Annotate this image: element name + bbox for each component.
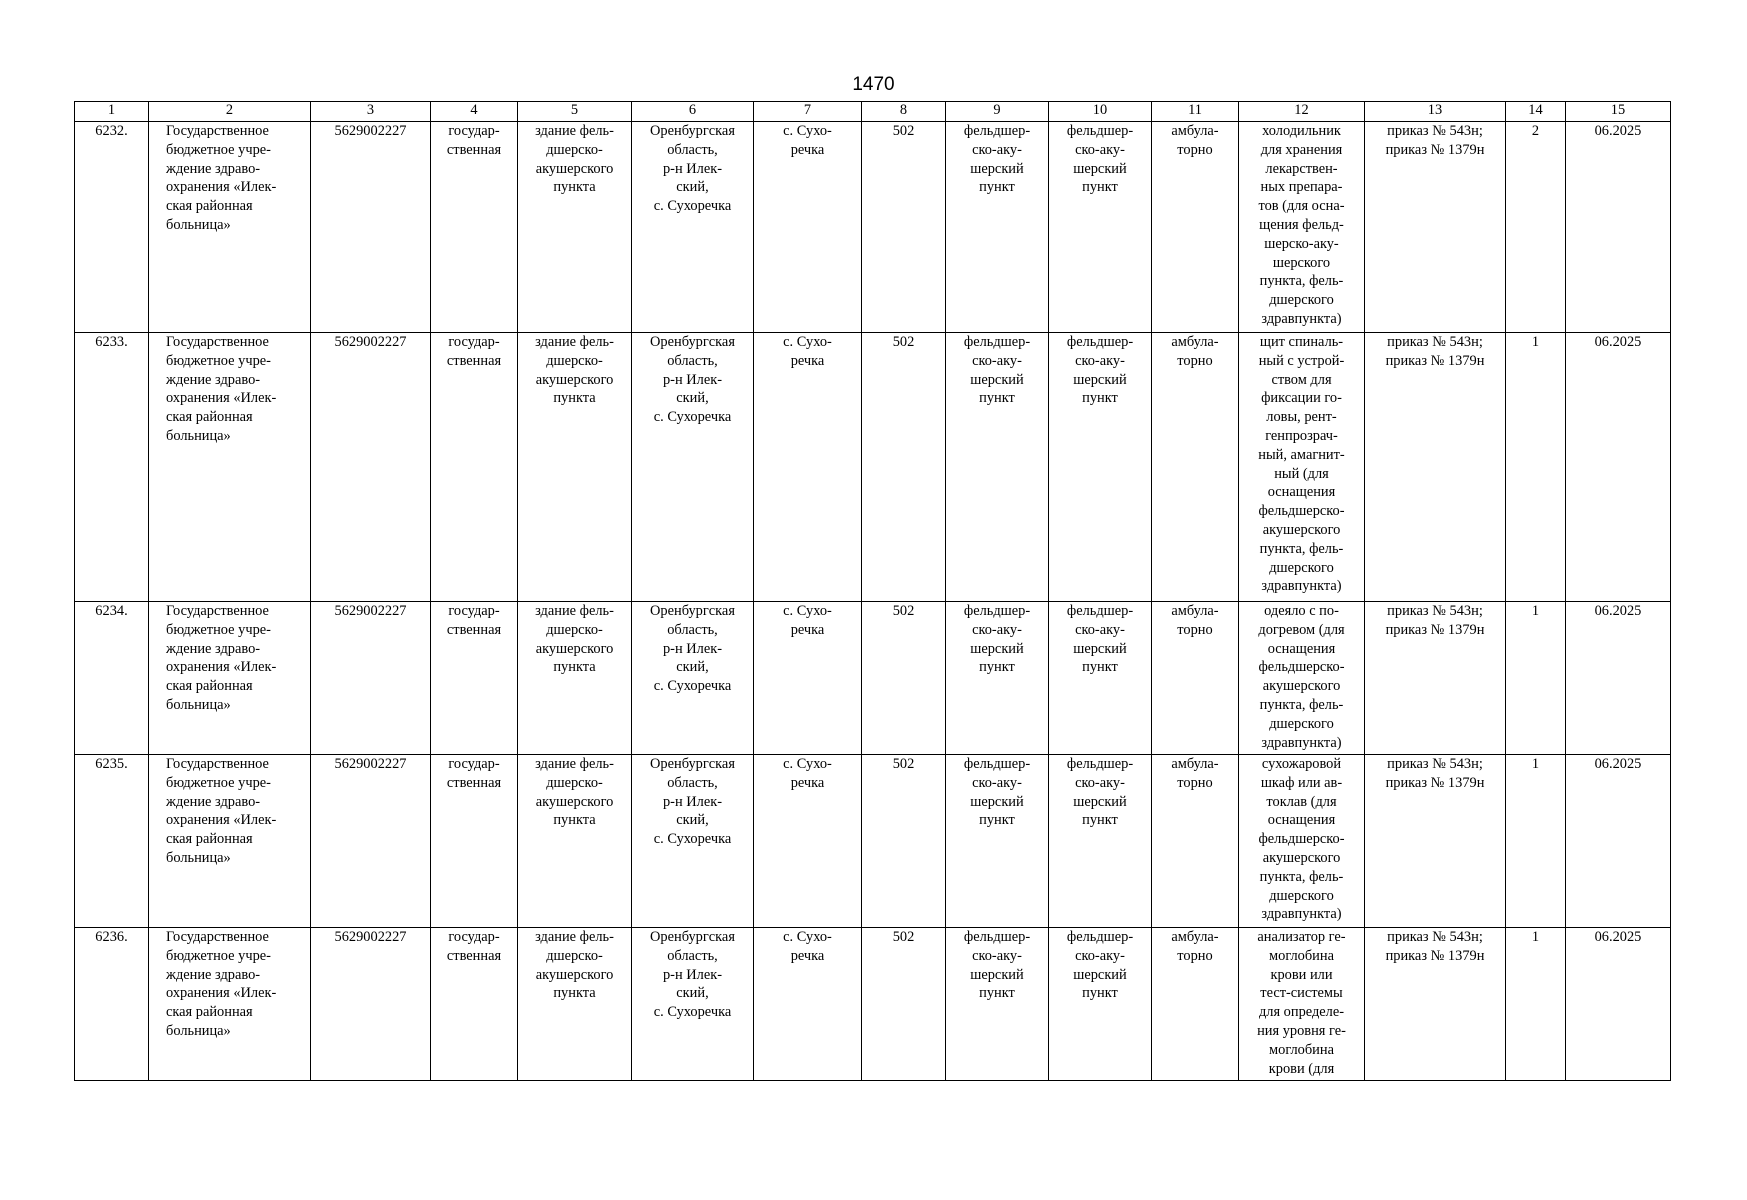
cell-unit-type (946, 333, 1049, 602)
cell-inn (311, 602, 431, 755)
cell-population (862, 755, 946, 928)
cell-organization (149, 602, 311, 755)
cell-unit-profile (1049, 602, 1152, 755)
column-header-6: 6 (632, 102, 754, 122)
column-header-4: 4 (431, 102, 518, 122)
cell-text: 502 (892, 123, 915, 139)
cell-text: приказ № 543н; приказ № 1379н (1385, 756, 1485, 791)
cell-text: фельдшер- ско-аку- шерский пункт (963, 603, 1031, 676)
cell-inn (311, 333, 431, 602)
column-header-8: 8 (862, 102, 946, 122)
cell-text: фельдшер- ско-аку- шерский пункт (1066, 334, 1134, 407)
table-row (75, 928, 1671, 1081)
cell-unit-profile (1049, 928, 1152, 1081)
column-header-9: 9 (946, 102, 1049, 122)
cell-text: 06.2025 (1594, 756, 1642, 772)
cell-text: амбула- торно (1171, 334, 1219, 369)
cell-ownership (431, 928, 518, 1081)
cell-ownership (431, 122, 518, 333)
cell-unit-type (946, 602, 1049, 755)
table-row (75, 602, 1671, 755)
cell-text: одеяло с по- догревом (для оснащения фельдшерско- акушерского пункта, фель- дшерского здравпункта) (1258, 603, 1345, 751)
cell-building (518, 755, 632, 928)
cell-text: 06.2025 (1594, 929, 1642, 945)
cell-number (75, 122, 149, 333)
cell-text: здание фель- дшерско- акушерского пункта (535, 603, 614, 676)
cell-text: с. Сухо- речка (783, 334, 832, 369)
cell-text: фельдшер- ско-аку- шерский пункт (1066, 123, 1134, 196)
cell-text: здание фель- дшерско- акушерского пункта (535, 334, 614, 407)
column-header-5: 5 (518, 102, 632, 122)
cell-text: фельдшер- ско-аку- шерский пункт (963, 334, 1031, 407)
cell-text: 06.2025 (1594, 603, 1642, 619)
cell-text: сухожаровой шкаф или ав- токлав (для оснащения фельдшерско- акушерского пункта, фель- дшерского здравпункта) (1258, 756, 1345, 923)
cell-population (862, 122, 946, 333)
cell-equipment (1239, 602, 1365, 755)
cell-text: амбула- торно (1171, 756, 1219, 791)
cell-text: 5629002227 (334, 929, 407, 945)
column-header-3: 3 (311, 102, 431, 122)
cell-ownership (431, 333, 518, 602)
cell-settlement (754, 333, 862, 602)
cell-quantity (1506, 602, 1566, 755)
cell-text: государ- ственная (446, 334, 502, 369)
cell-text: фельдшер- ско-аку- шерский пункт (1066, 603, 1134, 676)
cell-building (518, 928, 632, 1081)
cell-unit-type (946, 122, 1049, 333)
cell-address (632, 333, 754, 602)
cell-text: 502 (892, 929, 915, 945)
cell-population (862, 602, 946, 755)
cell-text: 1 (1531, 334, 1540, 350)
cell-text: государ- ственная (446, 756, 502, 791)
cell-text: 6236. (95, 929, 128, 945)
cell-text: фельдшер- ско-аку- шерский пункт (963, 123, 1031, 196)
cell-building (518, 122, 632, 333)
table-row (75, 755, 1671, 928)
cell-text: 6232. (95, 123, 128, 139)
cell-care-condition (1152, 333, 1239, 602)
cell-number (75, 928, 149, 1081)
cell-building (518, 333, 632, 602)
cell-population (862, 333, 946, 602)
cell-settlement (754, 602, 862, 755)
cell-text: 502 (892, 334, 915, 350)
cell-text: государ- ственная (446, 929, 502, 964)
cell-care-condition (1152, 755, 1239, 928)
column-header-10: 10 (1049, 102, 1152, 122)
cell-date (1566, 602, 1671, 755)
cell-order (1365, 602, 1506, 755)
cell-text: приказ № 543н; приказ № 1379н (1385, 929, 1485, 964)
cell-care-condition (1152, 928, 1239, 1081)
cell-text: 6233. (95, 334, 128, 350)
cell-text: Оренбургская область, р-н Илек- ский, с. Сухоречка (650, 929, 735, 1021)
cell-unit-profile (1049, 333, 1152, 602)
cell-date (1566, 333, 1671, 602)
cell-text: 5629002227 (334, 334, 407, 350)
column-header-7: 7 (754, 102, 862, 122)
cell-text: Оренбургская область, р-н Илек- ский, с. Сухоречка (650, 123, 735, 215)
cell-unit-type (946, 928, 1049, 1081)
cell-quantity (1506, 755, 1566, 928)
cell-number (75, 602, 149, 755)
cell-text: с. Сухо- речка (783, 603, 832, 638)
cell-text: амбула- торно (1171, 929, 1219, 964)
cell-text: фельдшер- ско-аку- шерский пункт (1066, 929, 1134, 1002)
cell-date (1566, 928, 1671, 1081)
column-header-12: 12 (1239, 102, 1365, 122)
cell-text: с. Сухо- речка (783, 123, 832, 158)
cell-care-condition (1152, 122, 1239, 333)
cell-order (1365, 928, 1506, 1081)
page-number: 1470 (852, 74, 895, 95)
column-header-1: 1 (75, 102, 149, 122)
registry-table (74, 101, 1671, 1081)
cell-text: анализатор ге- моглобина крови или тест-системы для определе- ния уровня ге- моглобина крови (для (1257, 929, 1346, 1077)
cell-text: Оренбургская область, р-н Илек- ский, с. Сухоречка (650, 334, 735, 426)
cell-date (1566, 755, 1671, 928)
cell-order (1365, 333, 1506, 602)
cell-text: фельдшер- ско-аку- шерский пункт (1066, 756, 1134, 829)
cell-inn (311, 928, 431, 1081)
cell-organization (149, 333, 311, 602)
cell-text: 06.2025 (1594, 123, 1642, 139)
cell-unit-profile (1049, 122, 1152, 333)
cell-text: здание фель- дшерско- акушерского пункта (535, 929, 614, 1002)
cell-equipment (1239, 122, 1365, 333)
cell-text: 6235. (95, 756, 128, 772)
cell-text: здание фель- дшерско- акушерского пункта (535, 123, 614, 196)
cell-text: 1 (1531, 756, 1540, 772)
cell-equipment (1239, 755, 1365, 928)
cell-text: с. Сухо- речка (783, 756, 832, 791)
cell-organization (149, 928, 311, 1081)
column-header-11: 11 (1152, 102, 1239, 122)
cell-inn (311, 755, 431, 928)
cell-text: государ- ственная (446, 123, 502, 158)
cell-ownership (431, 602, 518, 755)
cell-text: щит спиналь- ный с устрой- ством для фиксации го- ловы, рент- генпрозрач- ный, амагнит- ный (для оснащения фельдшерско- акушерского пункта, фель- дшерского здравпункта) (1258, 334, 1345, 595)
cell-settlement (754, 122, 862, 333)
cell-text: 2 (1531, 123, 1540, 139)
cell-text: 1 (1531, 603, 1540, 619)
cell-text: 1 (1531, 929, 1540, 945)
cell-number (75, 755, 149, 928)
cell-care-condition (1152, 602, 1239, 755)
cell-text: Государственное бюджетное учре- ждение здраво- охранения «Илек- ская районная больница» (166, 929, 277, 1039)
cell-text: фельдшер- ско-аку- шерский пункт (963, 756, 1031, 829)
cell-text: здание фель- дшерско- акушерского пункта (535, 756, 614, 829)
cell-text: Государственное бюджетное учре- ждение здраво- охранения «Илек- ская районная больница» (166, 756, 277, 866)
cell-population (862, 928, 946, 1081)
column-header-13: 13 (1365, 102, 1506, 122)
cell-number (75, 333, 149, 602)
table-row (75, 122, 1671, 333)
cell-quantity (1506, 122, 1566, 333)
cell-date (1566, 122, 1671, 333)
cell-address (632, 928, 754, 1081)
cell-address (632, 755, 754, 928)
cell-equipment (1239, 333, 1365, 602)
cell-quantity (1506, 333, 1566, 602)
table-body (75, 122, 1671, 1081)
cell-text: фельдшер- ско-аку- шерский пункт (963, 929, 1031, 1002)
cell-text: 6234. (95, 603, 128, 619)
cell-order (1365, 122, 1506, 333)
cell-text: 502 (892, 756, 915, 772)
table-row (75, 333, 1671, 602)
cell-text: с. Сухо- речка (783, 929, 832, 964)
cell-unit-type (946, 755, 1049, 928)
cell-text: приказ № 543н; приказ № 1379н (1385, 603, 1485, 638)
header-row (75, 102, 1671, 122)
cell-organization (149, 755, 311, 928)
column-header-2: 2 (149, 102, 311, 122)
cell-order (1365, 755, 1506, 928)
cell-inn (311, 122, 431, 333)
cell-text: приказ № 543н; приказ № 1379н (1385, 123, 1485, 158)
cell-text: 5629002227 (334, 123, 407, 139)
cell-address (632, 602, 754, 755)
cell-text: амбула- торно (1171, 123, 1219, 158)
cell-text: Оренбургская область, р-н Илек- ский, с. Сухоречка (650, 756, 735, 848)
column-header-15: 15 (1566, 102, 1671, 122)
column-header-14: 14 (1506, 102, 1566, 122)
cell-organization (149, 122, 311, 333)
cell-text: приказ № 543н; приказ № 1379н (1385, 334, 1485, 369)
cell-settlement (754, 755, 862, 928)
cell-text: Государственное бюджетное учре- ждение здраво- охранения «Илек- ская районная больница» (166, 123, 277, 233)
cell-settlement (754, 928, 862, 1081)
cell-text: Оренбургская область, р-н Илек- ский, с. Сухоречка (650, 603, 735, 695)
cell-unit-profile (1049, 755, 1152, 928)
cell-text: государ- ственная (446, 603, 502, 638)
cell-text: 502 (892, 603, 915, 619)
cell-address (632, 122, 754, 333)
cell-equipment (1239, 928, 1365, 1081)
cell-text: Государственное бюджетное учре- ждение здраво- охранения «Илек- ская районная больница» (166, 334, 277, 444)
cell-building (518, 602, 632, 755)
cell-text: 06.2025 (1594, 334, 1642, 350)
cell-text: амбула- торно (1171, 603, 1219, 638)
cell-quantity (1506, 928, 1566, 1081)
cell-text: Государственное бюджетное учре- ждение здраво- охранения «Илек- ская районная больница» (166, 603, 277, 713)
cell-text: холодильник для хранения лекарствен- ных препара- тов (для осна- щения фельд- шерско-аку- шерского пункта, фель- дшерского здравпункта) (1258, 123, 1345, 327)
cell-text: 5629002227 (334, 603, 407, 619)
table-header (75, 102, 1671, 122)
cell-ownership (431, 755, 518, 928)
cell-text: 5629002227 (334, 756, 407, 772)
